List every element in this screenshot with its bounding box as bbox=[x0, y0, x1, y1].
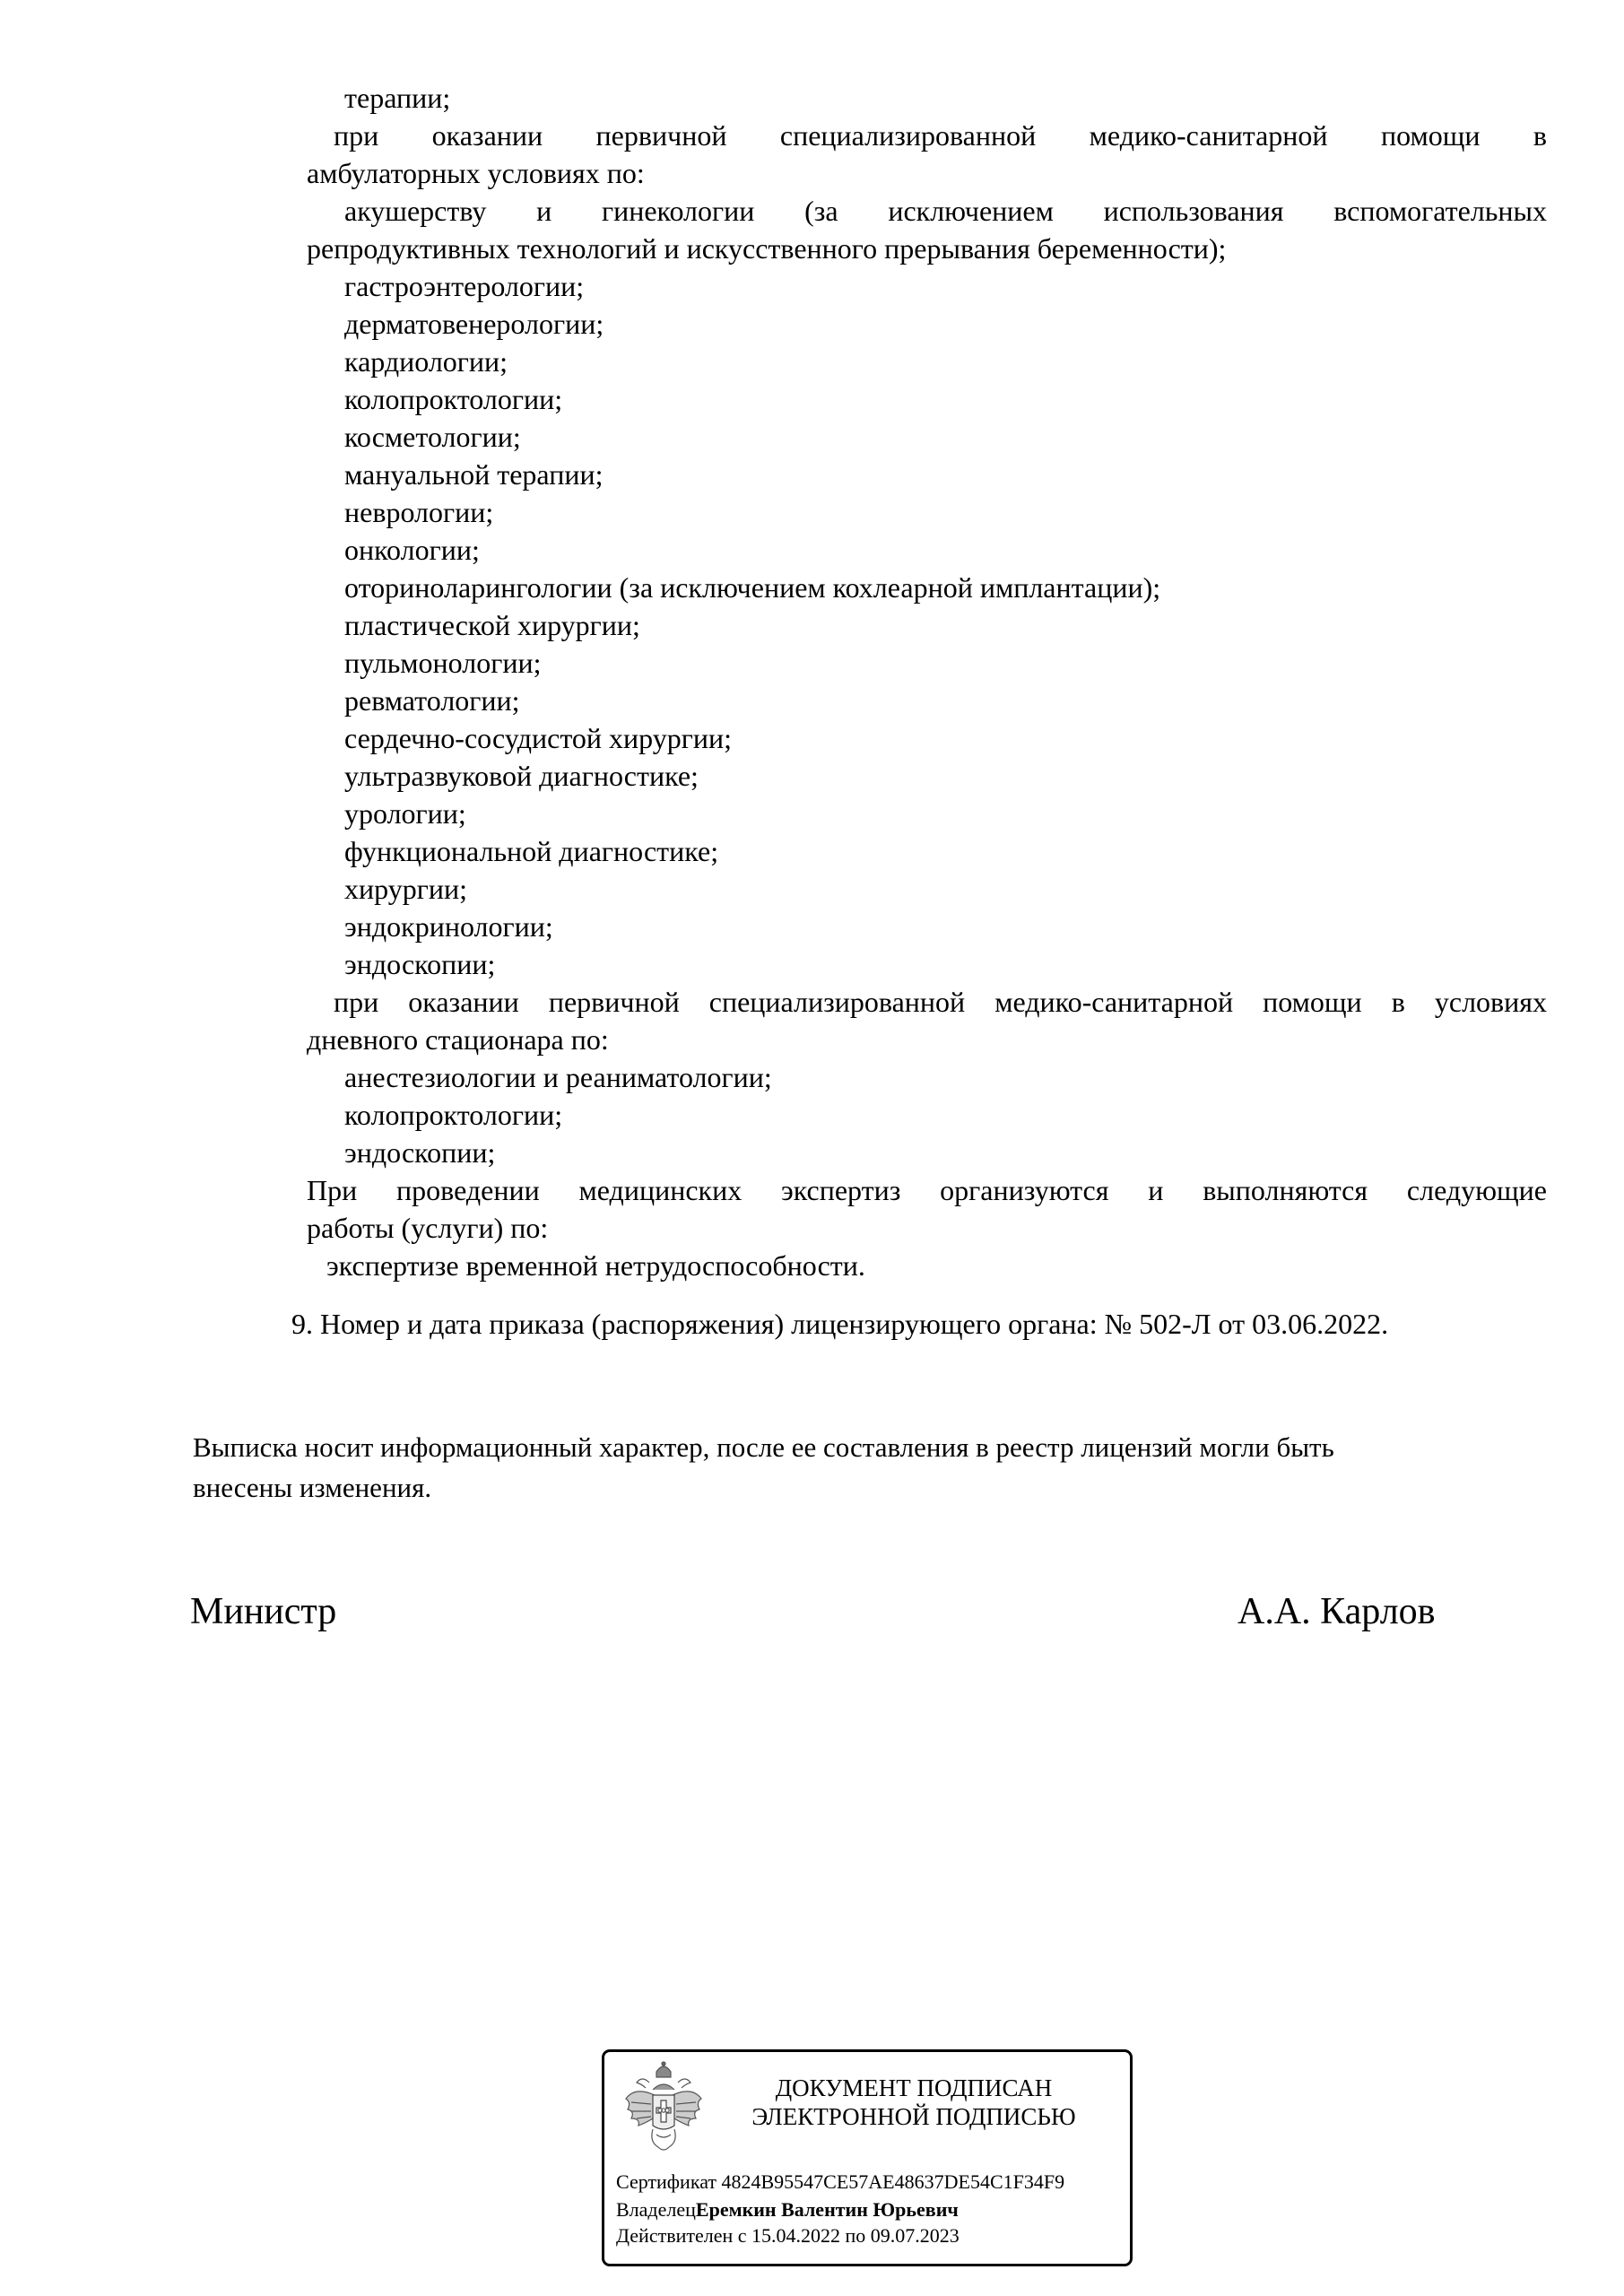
list-item: пульмонологии; bbox=[344, 647, 542, 679]
paragraph-line: при оказании первичной специализированной медико-санитарной помощи в bbox=[334, 119, 1547, 152]
paragraph-line: амбулаторных условиях по: bbox=[307, 157, 645, 189]
paragraph-line: акушерству и гинекологии (за исключением использования вспомогательных bbox=[344, 195, 1547, 227]
list-item: ревматологии; bbox=[344, 684, 520, 717]
paragraph-line: работы (услуги) по: bbox=[307, 1212, 549, 1244]
paragraph-line: при оказании первичной специализированной медико-санитарной помощи в условиях bbox=[334, 986, 1547, 1018]
signatory-name: А.А. Карлов bbox=[1238, 1591, 1436, 1632]
list-item: сердечно-сосудистой хирургии; bbox=[344, 722, 732, 754]
order-number-line: 9. Номер и дата приказа (распоряжения) лицензирующего органа: № 502-Л от 03.06.2022. bbox=[291, 1308, 1389, 1340]
list-item: ультразвуковой диагностике; bbox=[344, 760, 699, 792]
list-item: оториноларингологии (за исключением кохлеарной имплантации); bbox=[344, 571, 1161, 604]
list-item: дерматовенерологии; bbox=[344, 308, 604, 340]
list-item: пластической хирургии; bbox=[344, 609, 640, 641]
list-item: анестезиологии и реаниматологии; bbox=[344, 1061, 772, 1093]
list-item: колопроктологии; bbox=[344, 1099, 563, 1131]
list-item: урологии; bbox=[344, 797, 466, 830]
list-item: экспертизе временной нетрудоспособности. bbox=[326, 1249, 865, 1282]
coat-of-arms-icon bbox=[622, 2059, 705, 2152]
validity-label: Действителен bbox=[616, 2224, 734, 2247]
owner-row bbox=[616, 2196, 959, 2223]
list-item: онкологии; bbox=[344, 534, 480, 566]
disclaimer-line: Выписка носит информационный характер, после ее составления в реестр лицензий могли быть bbox=[193, 1431, 1334, 1463]
list-item: косметологии; bbox=[344, 421, 521, 453]
list-item: эндоскопии; bbox=[344, 948, 496, 980]
list-item: колопроктологии; bbox=[344, 383, 563, 415]
validity-value: с 15.04.2022 по 09.07.2023 bbox=[737, 2224, 960, 2247]
stamp-title-line1: ДОКУМЕНТ ПОДПИСАН bbox=[775, 2074, 1053, 2101]
owner-label: Владелец bbox=[616, 2198, 696, 2221]
paragraph-line: дневного стационара по: bbox=[307, 1023, 609, 1056]
stamp-title-line2: ЭЛЕКТРОННОЙ ПОДПИСЬЮ bbox=[751, 2103, 1076, 2130]
list-item: мануальной терапии; bbox=[344, 458, 604, 491]
electronic-signature-stamp bbox=[602, 2049, 1133, 2266]
list-item: эндоскопии; bbox=[344, 1136, 496, 1169]
text-line: терапии; bbox=[344, 82, 451, 114]
certificate-row bbox=[616, 2169, 1064, 2196]
list-item: эндокринологии; bbox=[344, 910, 553, 943]
list-item: функциональной диагностике; bbox=[344, 835, 719, 867]
list-item: неврологии; bbox=[344, 496, 494, 528]
certificate-value: 4824B95547CE57AE48637DE54C1F34F9 bbox=[721, 2170, 1065, 2193]
list-item: кардиологии; bbox=[344, 345, 508, 378]
paragraph-line: При проведении медицинских экспертиз организуются и выполняются следующие bbox=[307, 1174, 1547, 1206]
list-item: хирургии; bbox=[344, 873, 467, 905]
certificate-label: Сертификат bbox=[616, 2170, 716, 2193]
owner-value: Еремкин Валентин Юрьевич bbox=[695, 2198, 959, 2221]
list-item: гастроэнтерологии; bbox=[344, 270, 585, 302]
signatory-position: Министр bbox=[190, 1591, 337, 1632]
paragraph-line: репродуктивных технологий и искусственного прерывания беременности); bbox=[307, 232, 1227, 265]
disclaimer-line: внесены изменения. bbox=[193, 1472, 432, 1503]
validity-row bbox=[616, 2222, 960, 2249]
